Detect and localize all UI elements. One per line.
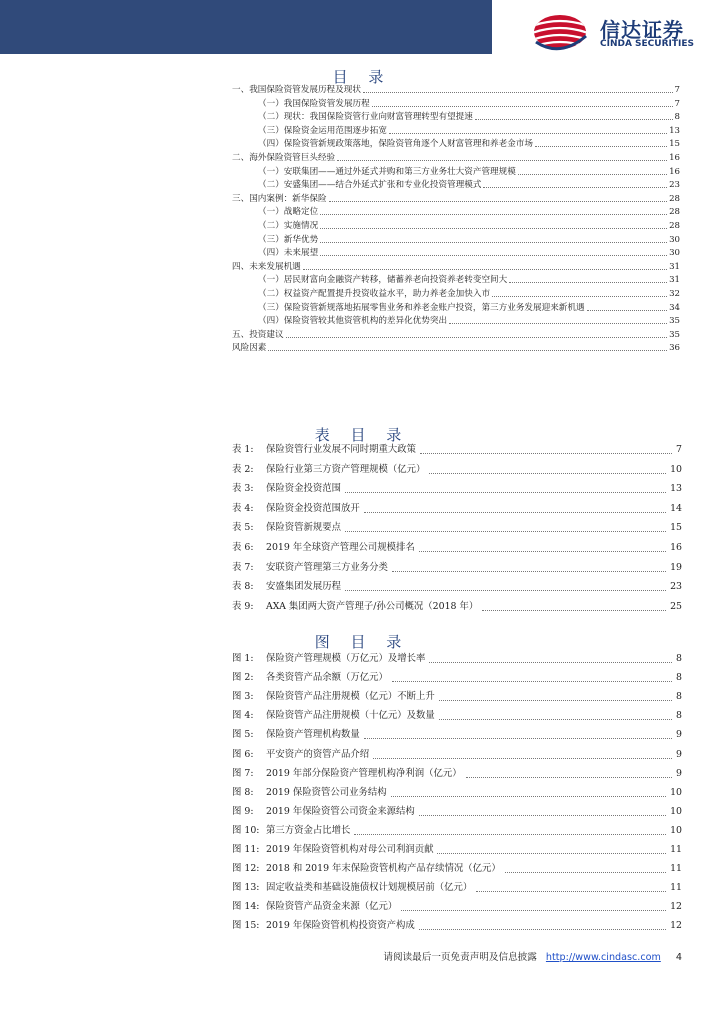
toc-entry[interactable]: [232, 261, 680, 273]
table-entry-page: 10: [670, 463, 682, 475]
figure-entry-label: 图 15:: [232, 920, 260, 932]
dot-leader: [320, 214, 667, 215]
figure-entry[interactable]: [232, 843, 682, 857]
figure-entry[interactable]: [232, 671, 682, 685]
dot-leader: [439, 719, 672, 720]
dot-leader: [373, 758, 672, 759]
table-entry[interactable]: [232, 521, 682, 535]
dot-leader: [535, 146, 667, 147]
toc-entry-title: 四、未来发展机遇: [232, 261, 301, 272]
toc-entry[interactable]: [258, 315, 680, 327]
figure-entry-title: 各类资管产品余额（万亿元）: [266, 672, 388, 684]
toc-entry-page: 13: [669, 125, 680, 136]
toc-entry[interactable]: [258, 206, 680, 218]
table-entry-page: 13: [670, 483, 682, 495]
cinda-logo-icon: [530, 12, 590, 52]
table-entry[interactable]: [232, 502, 682, 516]
dot-leader: [437, 853, 666, 854]
toc-entry-title: （二）现状：我国保险资管行业向财富管理转型有望提速: [258, 112, 473, 123]
table-entry-title: 保险资金投资范围放开: [266, 502, 360, 514]
figure-entry[interactable]: [232, 881, 682, 895]
dot-leader: [345, 590, 666, 591]
toc-entry-page: 23: [669, 180, 680, 191]
dot-leader: [354, 834, 666, 835]
dot-leader: [363, 92, 673, 93]
toc-entry[interactable]: [258, 302, 680, 314]
toc-entry-page: 32: [669, 289, 680, 299]
figure-entry-title: 2019 年保险资管机构对母公司利润贡献: [266, 844, 434, 855]
header-bar: [0, 0, 492, 54]
toc-entry[interactable]: [258, 247, 680, 259]
table-entry-label: 表 8:: [232, 581, 254, 593]
figure-entry-page: 9: [676, 729, 682, 741]
figure-entry-label: 图 5:: [232, 729, 254, 741]
dot-leader: [482, 610, 666, 611]
figure-entry-title: 2019 年部分保险资产管理机构净利润（亿元）: [266, 767, 462, 779]
toc-entry-title: （三）保险资金运用范围逐步拓宽: [258, 125, 387, 136]
footer-website-link[interactable]: http://www.cindasc.com: [545, 952, 661, 963]
table-entry[interactable]: [232, 600, 682, 614]
toc-entry-title: （一）我国保险资管发展历程: [258, 98, 370, 109]
table-entry-label: 表 4:: [232, 502, 254, 514]
figure-entry-label: 图 7:: [232, 767, 254, 779]
figure-entry-title: 保险资管产品注册规模（亿元）不断上升: [266, 691, 435, 703]
toc-entry-title: （二）安盛集团——结合外延式扩张和专业化投资管理模式: [258, 180, 482, 191]
table-entry-page: 23: [670, 581, 682, 593]
figure-entry-page: 9: [676, 748, 682, 760]
table-entry-page: 19: [670, 561, 682, 573]
figure-entry-title: 保险资管产品资金来源（亿元）: [266, 901, 398, 913]
toc-entry[interactable]: [258, 179, 680, 191]
figure-entry-label: 图 1:: [232, 653, 254, 664]
toc-entry-title: （三）新华优势: [258, 234, 319, 245]
dot-leader: [320, 255, 667, 256]
dot-leader: [286, 337, 667, 338]
figure-entry[interactable]: [232, 690, 682, 704]
table-entry-page: 14: [670, 502, 682, 514]
dot-leader: [320, 228, 667, 229]
toc-entry[interactable]: [258, 125, 680, 137]
figure-entry[interactable]: [232, 652, 682, 666]
dot-leader: [509, 282, 667, 283]
toc-entry-title: （四）未来展望: [258, 248, 319, 259]
figure-entry-title: 2019 保险资管公司业务结构: [266, 786, 387, 798]
toc-entry-page: 16: [669, 166, 680, 177]
toc-entry-page: 36: [669, 343, 680, 354]
figure-entry-title: 2018 和 2019 年末保险资管机构产品存续情况（亿元）: [266, 863, 501, 875]
dot-leader: [587, 310, 667, 311]
toc-entry-page: 28: [669, 207, 680, 218]
dot-leader: [475, 119, 673, 120]
table-entry[interactable]: [232, 541, 682, 555]
figure-entry-page: 9: [676, 767, 682, 779]
dot-leader: [337, 160, 667, 161]
toc-entry-title: 五、投资建议: [232, 329, 284, 340]
figure-entry-label: 图 12:: [232, 863, 260, 875]
table-entry-label: 表 2:: [232, 463, 254, 475]
toc-entry-page: 35: [669, 316, 680, 327]
toc-entry-page: 16: [669, 153, 680, 163]
table-entry-title: 保险资管行业发展不同时期重大政策: [266, 444, 417, 455]
dot-leader: [372, 106, 673, 107]
table-entry-label: 表 6:: [232, 542, 254, 553]
figure-entry-page: 12: [670, 920, 682, 932]
toc-entry-title: （四）保险资管新规政策落地，保险资管角逐个人财富管理和养老金市场: [258, 139, 534, 150]
toc-entry[interactable]: [258, 234, 680, 246]
toc-entry-title: （一）战略定位: [258, 207, 319, 218]
figure-entry-page: 11: [670, 863, 682, 875]
figure-entry-title: 第三方资金占比增长: [266, 824, 351, 836]
figure-entry-page: 10: [670, 824, 682, 836]
tables-list-title: 表 目 录: [314, 426, 410, 444]
dot-leader: [364, 512, 666, 513]
toc-entry[interactable]: [232, 329, 680, 341]
figure-entry[interactable]: [232, 824, 682, 838]
toc-entry-page: 35: [669, 329, 680, 340]
dot-leader: [419, 929, 666, 930]
table-entry-label: 表 1:: [232, 444, 254, 455]
table-entry-title: 2019 年全球资产管理公司规模排名: [266, 542, 415, 553]
figure-entry-label: 图 6:: [232, 748, 254, 760]
cinda-logo: [530, 12, 710, 54]
figure-entry-page: 10: [670, 805, 682, 817]
table-entry-page: 16: [670, 542, 682, 553]
dot-leader: [392, 571, 666, 572]
dot-leader: [389, 133, 667, 134]
figure-entry[interactable]: [232, 900, 682, 914]
toc-entry[interactable]: [232, 342, 680, 354]
toc-entry[interactable]: [258, 166, 680, 178]
dot-leader: [419, 551, 666, 552]
logo-chinese-text: 信达证券: [600, 18, 684, 42]
toc-entry[interactable]: [258, 111, 680, 123]
figure-entry-label: 图 3:: [232, 691, 254, 703]
toc-entry-title: （三）保险资管新规落地拓展零售业务和养老金账户投资，第三方业务发展迎来新机遇: [258, 302, 585, 313]
toc-entry-title: （四）保险资管较其他资管机构的差异化优势突出: [258, 316, 448, 327]
toc-entry-page: 34: [669, 302, 680, 313]
toc-entry[interactable]: [258, 138, 680, 150]
dot-leader: [420, 453, 672, 454]
dot-leader: [320, 242, 667, 243]
figure-entry-page: 8: [676, 710, 682, 722]
figure-entry[interactable]: [232, 919, 682, 933]
figure-entry-title: 2019 年保险资管机构投资资产构成: [266, 920, 415, 932]
dot-leader: [268, 350, 667, 351]
table-entry[interactable]: [232, 580, 682, 594]
figure-entry-title: 保险资管产品注册规模（十亿元）及数量: [266, 710, 435, 722]
dot-leader: [303, 269, 667, 270]
dot-leader: [345, 492, 666, 493]
figure-entry[interactable]: [232, 748, 682, 762]
table-entry[interactable]: [232, 482, 682, 496]
figure-entry-page: 11: [670, 844, 682, 855]
dot-leader: [505, 872, 666, 873]
toc-entry-page: 31: [669, 275, 680, 286]
toc-title: 目 录: [332, 68, 392, 86]
toc-entry[interactable]: [258, 98, 680, 110]
toc-entry-title: 三、国内案例：新华保险: [232, 193, 327, 204]
figures-list-title: 图 目 录: [314, 633, 410, 651]
figure-entry-label: 图 2:: [232, 672, 254, 684]
page-footer: [0, 949, 682, 963]
footer-disclaimer: 请阅读最后一页免责声明及信息披露: [383, 952, 537, 963]
dot-leader: [466, 777, 672, 778]
toc-entry-page: 31: [669, 261, 680, 272]
toc-entry-title: （一）安联集团——通过外延式并购和第三方业务壮大资产管理规模: [258, 166, 516, 177]
dot-leader: [329, 201, 668, 202]
dot-leader: [391, 796, 666, 797]
figure-entry[interactable]: [232, 805, 682, 819]
figure-entry-label: 图 4:: [232, 710, 254, 722]
table-entry-label: 表 3:: [232, 483, 254, 495]
logo-english-text: CINDA SECURITIES: [600, 39, 694, 49]
dot-leader: [345, 531, 666, 532]
figure-entry-title: 保险资产管理机构数量: [266, 729, 360, 741]
toc-entry-page: 30: [669, 248, 680, 259]
dot-leader: [449, 323, 667, 324]
table-entry-page: 25: [670, 600, 682, 612]
dot-leader: [419, 815, 666, 816]
dot-leader: [401, 910, 666, 911]
toc-entry[interactable]: [232, 193, 680, 205]
figure-entry[interactable]: [232, 786, 682, 800]
toc-entry-page: 8: [674, 112, 680, 123]
figure-entry-label: 图 13:: [232, 882, 260, 894]
dot-leader: [429, 473, 666, 474]
toc-entry-page: 30: [669, 234, 680, 245]
dot-leader: [492, 296, 667, 297]
table-entry-page: 15: [670, 522, 682, 534]
toc-entry[interactable]: [232, 152, 680, 164]
figure-entry-label: 图 10:: [232, 824, 260, 836]
table-entry-label: 表 7:: [232, 561, 254, 573]
figure-entry-page: 12: [670, 901, 682, 913]
dot-leader: [483, 187, 667, 188]
table-entry-label: 表 9:: [232, 600, 254, 612]
figure-entry-page: 11: [670, 882, 682, 894]
figure-entry-label: 图 11:: [232, 844, 260, 855]
figure-entry-title: 固定收益类和基础设施债权计划规模居前（亿元）: [266, 882, 473, 894]
figure-entry[interactable]: [232, 767, 682, 781]
table-entry-title: 保险资金投资范围: [266, 483, 342, 495]
dot-leader: [392, 681, 672, 682]
toc-entry-page: 7: [674, 98, 680, 109]
figure-entry-page: 8: [676, 672, 682, 684]
figure-entry[interactable]: [232, 862, 682, 876]
toc-entry-title: （二）权益资产配置提升投资收益水平，助力养老金加快入市: [258, 289, 491, 299]
toc-entry-page: 15: [669, 139, 680, 150]
table-entry-title: 安盛集团发展历程: [266, 581, 342, 593]
toc-entry-title: 风险因素: [232, 343, 267, 354]
table-entry-title: 保险资管新规要点: [266, 522, 342, 534]
dot-leader: [364, 738, 672, 739]
table-entry[interactable]: [232, 443, 682, 457]
toc-entry-title: （二）实施情况: [258, 221, 319, 231]
toc-entry-page: 28: [669, 221, 680, 231]
table-entry-page: 7: [676, 444, 682, 455]
figure-entry-title: 保险资产管理规模（万亿元）及增长率: [266, 653, 426, 664]
figure-entry-page: 8: [676, 691, 682, 703]
dot-leader: [429, 662, 672, 663]
table-entry-title: 保险行业第三方资产管理规模（亿元）: [266, 463, 426, 475]
dot-leader: [439, 700, 672, 701]
toc-entry-title: 二、海外保险资管巨头经验: [232, 153, 336, 163]
figure-entry[interactable]: [232, 728, 682, 742]
dot-leader: [518, 174, 667, 175]
toc-entry-title: （一）居民财富向金融资产转移，储蓄养老向投资养老转变空间大: [258, 275, 508, 286]
toc-entry-page: 28: [669, 193, 680, 204]
toc-entry-page: 7: [674, 85, 680, 95]
page-number: 4: [675, 952, 682, 963]
dot-leader: [476, 891, 666, 892]
toc-entry[interactable]: [232, 84, 680, 96]
figure-entry-label: 图 9:: [232, 805, 254, 817]
toc-entry[interactable]: [258, 288, 680, 300]
table-entry[interactable]: [232, 561, 682, 575]
table-entry-title: 安联资产管理第三方业务分类: [266, 561, 388, 573]
figure-entry-page: 10: [670, 786, 682, 798]
table-entry-title: AXA 集团两大资产管理子/孙公司概况（2018 年）: [266, 600, 479, 612]
figure-entry-page: 8: [676, 653, 682, 664]
figure-entry-label: 图 8:: [232, 786, 254, 798]
figure-entry[interactable]: [232, 709, 682, 723]
toc-entry-title: 一、我国保险资管发展历程及现状: [232, 85, 361, 95]
toc-entry[interactable]: [258, 220, 680, 232]
toc-entry[interactable]: [258, 274, 680, 286]
figure-entry-label: 图 14:: [232, 901, 260, 913]
figure-entry-title: 2019 年保险资管公司资金来源结构: [266, 805, 415, 817]
figure-entry-title: 平安资产的资管产品介绍: [266, 748, 370, 760]
table-entry[interactable]: [232, 463, 682, 477]
table-entry-label: 表 5:: [232, 522, 254, 534]
